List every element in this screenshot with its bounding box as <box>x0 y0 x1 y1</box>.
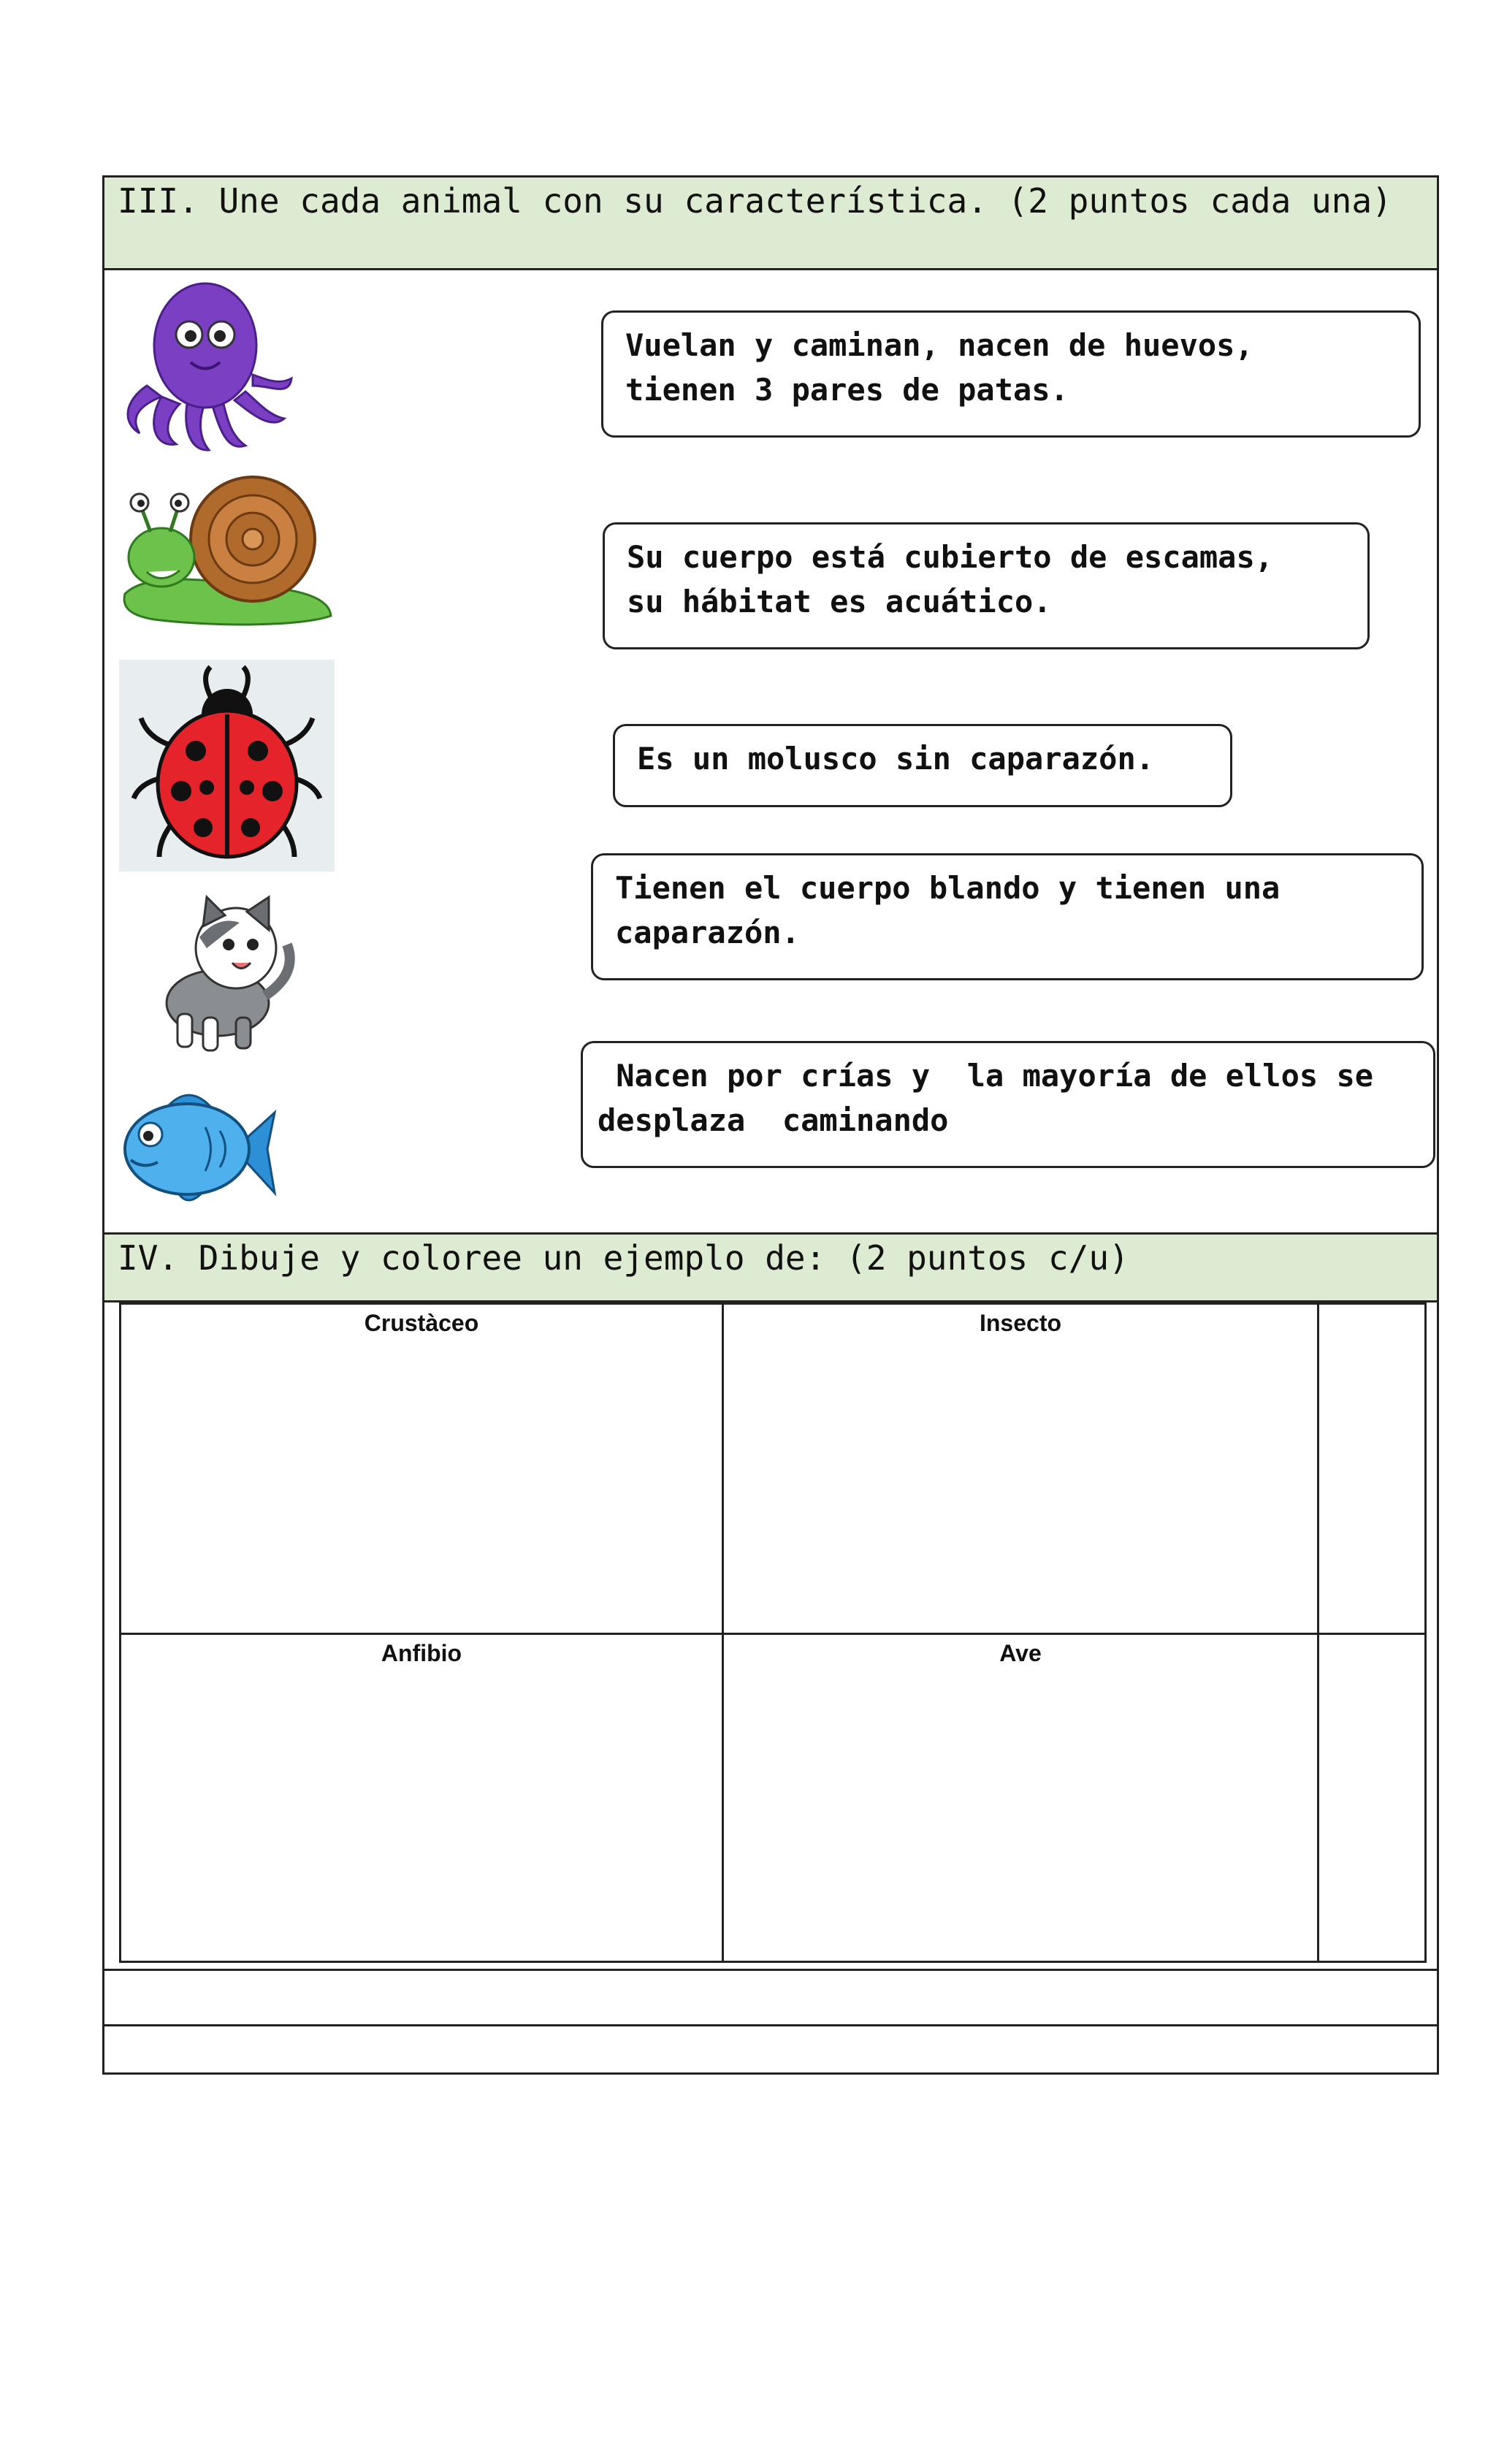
section-3-title: III. Une cada animal con su característica. (2 puntos cada una) <box>104 178 1437 270</box>
ladybug-icon <box>119 660 335 871</box>
empty-row-1 <box>104 1969 1437 2024</box>
drawing-cell-anfibio <box>121 1635 724 1961</box>
drawing-grid <box>119 1302 1427 1963</box>
cell-label-crustaceo: Crustàceo <box>364 1310 479 1336</box>
clue-3-line-1: Es un molusco sin caparazón. <box>637 741 1155 777</box>
clue-5-line-2: desplaza caminando <box>598 1102 949 1138</box>
cell-label-ave: Ave <box>999 1640 1042 1666</box>
octopus-icon <box>118 276 293 455</box>
worksheet <box>102 175 1439 2075</box>
drawing-cell-extra-bottom <box>1319 1635 1424 1961</box>
clue-2-line-2: su hábitat es acuático. <box>627 584 1052 619</box>
drawing-cell-crustaceo <box>121 1305 724 1635</box>
drawing-cell-insecto <box>724 1305 1319 1635</box>
fish-icon <box>118 1083 278 1211</box>
clue-1-line-2: tienen 3 pares de patas. <box>625 372 1069 408</box>
empty-row-2 <box>104 2024 1437 2075</box>
cell-label-insecto: Insecto <box>979 1310 1062 1336</box>
cell-label-anfibio: Anfibio <box>381 1640 462 1666</box>
kitten-icon <box>137 893 305 1054</box>
clue-box-4 <box>591 853 1424 980</box>
section-4-title: IV. Dibuje y coloree un ejemplo de: (2 puntos c/u) <box>104 1232 1437 1302</box>
clue-box-5 <box>581 1041 1435 1168</box>
drawing-cell-ave <box>724 1635 1319 1961</box>
clue-1-line-1: Vuelan y caminan, nacen de huevos, <box>625 327 1253 363</box>
clue-box-3 <box>613 724 1232 807</box>
clue-4-line-1: Tienen el cuerpo blando y tienen una <box>615 870 1281 906</box>
clue-5-line-1: Nacen por crías y la mayoría de ellos se <box>598 1058 1374 1094</box>
clue-4-line-2: caparazón. <box>615 915 800 950</box>
clue-box-2 <box>603 522 1370 649</box>
snail-icon <box>118 470 337 638</box>
drawing-cell-extra-top <box>1319 1305 1424 1635</box>
clue-2-line-1: Su cuerpo está cubierto de escamas, <box>627 539 1274 575</box>
clue-box-1 <box>601 310 1421 438</box>
